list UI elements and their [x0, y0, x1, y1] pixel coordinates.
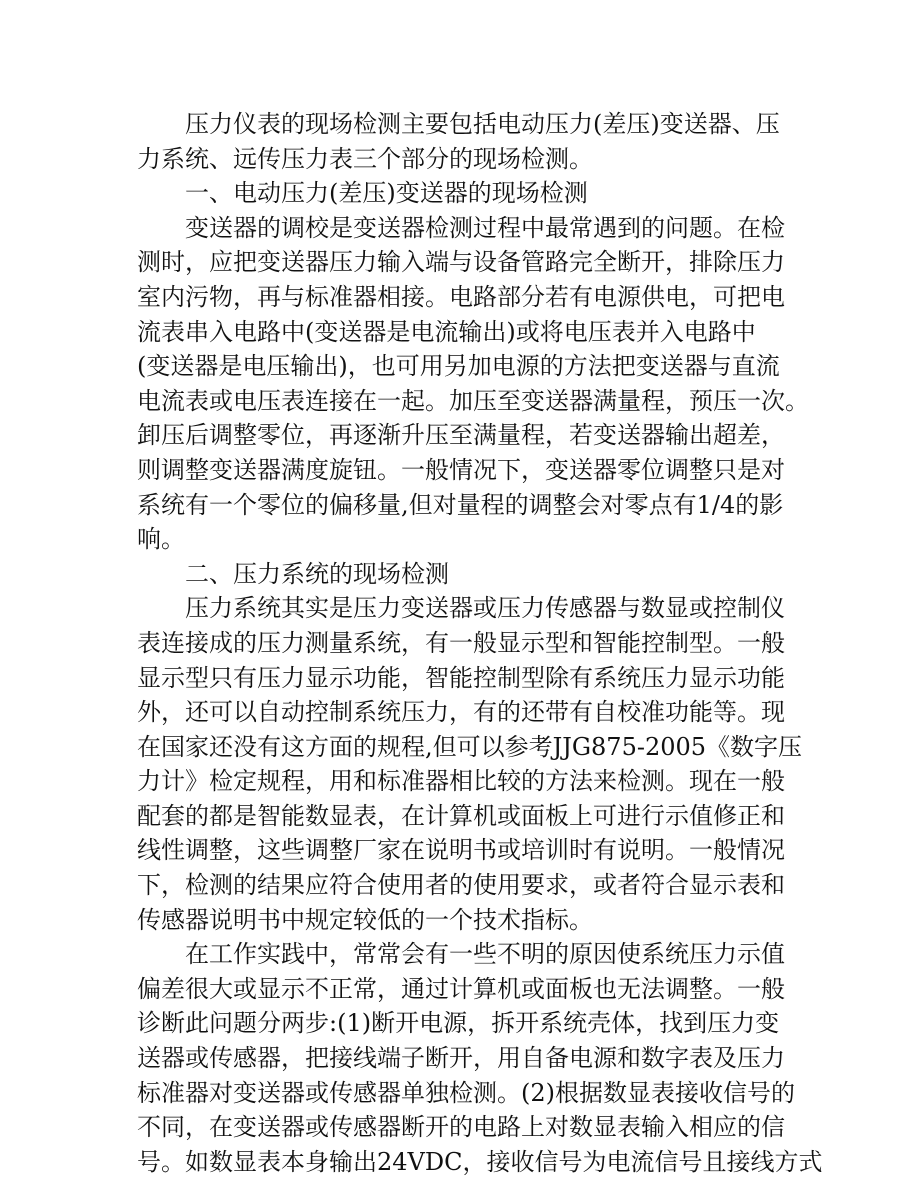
text-line: 变送器的调校是变送器检测过程中最常遇到的问题。在检	[185, 213, 785, 242]
text-line: 送器或传感器，把接线端子断开，用自备电源和数字表及压力	[137, 1044, 785, 1073]
text-line: 不同，在变送器或传感器断开的电路上对数显表输入相应的信	[137, 1113, 785, 1142]
text-line: 压力系统其实是压力变送器或压力传感器与数显或控制仪	[185, 594, 785, 623]
text-line: 外，还可以自动控制系统压力，有的还带有自校准功能等。现	[137, 698, 785, 727]
text-line: 一、电动压力(差压)变送器的现场检测	[185, 179, 588, 208]
text-line: 响。	[137, 525, 185, 554]
text-line: 配套的都是智能数显表，在计算机或面板上可进行示值修正和	[137, 801, 785, 830]
text-line: 在国家还没有这方面的规程,但可以参考JJG875-2005《数字压	[137, 732, 803, 761]
text-line: 诊断此问题分两步:(1)断开电源，拆开系统壳体，找到压力变	[137, 1009, 780, 1038]
text-line: 在工作实践中，常常会有一些不明的原因使系统压力示值	[185, 940, 785, 969]
text-line: 下，检测的结果应符合使用者的使用要求，或者符合显示表和	[137, 871, 785, 900]
text-line: 传感器说明书中规定较低的一个技术指标。	[137, 905, 593, 934]
text-line: 力计》检定规程，用和标准器相比较的方法来检测。现在一般	[137, 767, 785, 796]
text-line: 号。如数显表本身输出24VDC，接收信号为电流信号且接线方式	[137, 1147, 823, 1176]
text-line: 压力仪表的现场检测主要包括电动压力(差压)变送器、压	[185, 110, 780, 138]
text-line: 则调整变送器满度旋钮。一般情况下，变送器零位调整只是对	[137, 455, 785, 484]
text-line: 系统有一个零位的偏移量,但对量程的调整会对零点有1/4的影	[137, 490, 784, 519]
text-line: 二、压力系统的现场检测	[185, 559, 449, 588]
text-line: 偏差很大或显示不正常，通过计算机或面板也无法调整。一般	[137, 974, 785, 1003]
text-line: 电流表或电压表连接在一起。加压至变送器满量程，预压一次。	[137, 386, 809, 415]
text-line: 力系统、远传压力表三个部分的现场检测。	[137, 144, 593, 173]
text-line: 表连接成的压力测量系统，有一般显示型和智能控制型。一般	[137, 628, 785, 657]
document-body	[137, 107, 823, 1179]
text-line: 显示型只有压力显示功能，智能控制型除有系统压力显示功能	[137, 663, 785, 692]
text-line: 流表串入电路中(变送器是电流输出)或将电压表并入电路中	[137, 317, 756, 346]
text-line: 测时，应把变送器压力输入端与设备管路完全断开，排除压力	[137, 248, 785, 277]
text-line: 卸压后调整零位，再逐渐升压至满量程，若变送器输出超差，	[137, 421, 785, 450]
text-line: 标准器对变送器或传感器单独检测。(2)根据数显表接收信号的	[137, 1078, 795, 1107]
text-line: 室内污物，再与标准器相接。电路部分若有电源供电，可把电	[137, 282, 785, 311]
text-line: 线性调整，这些调整厂家在说明书或培训时有说明。一般情况	[137, 836, 785, 865]
text-line: (变送器是电压输出)，也可用另加电源的方法把变送器与直流	[137, 352, 780, 381]
